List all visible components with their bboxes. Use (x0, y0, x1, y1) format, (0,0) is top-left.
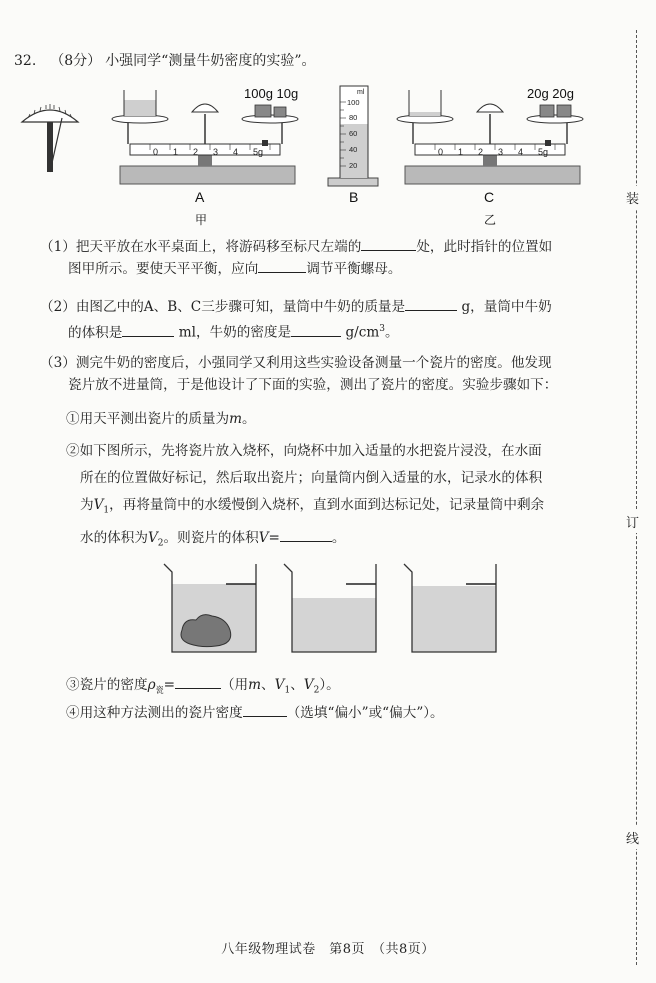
ruler-tick-label: 0 (153, 147, 159, 157)
label-c: C (484, 189, 495, 205)
part-2-text: 的体积是 (68, 324, 123, 341)
ruler-tick-label: 5g (253, 147, 264, 157)
part-2 (40, 296, 612, 344)
variable-m: m (229, 411, 243, 427)
answer-blank[interactable] (291, 322, 341, 337)
rider (262, 140, 268, 146)
part-3-text: 测完牛奶的密度后，小强同学又利用这些实验设备测量一个瓷片的密度。他发现 (75, 355, 552, 371)
step-3-text: 、 (261, 677, 275, 693)
part-2-text: 由图乙中的A、B、C三步骤可知，量筒中牛奶的质量是 (75, 299, 406, 315)
unit-text: g/cm (345, 324, 380, 341)
step-1-text: 。 (242, 411, 256, 427)
variable-rho: ρ (147, 677, 156, 693)
beaker-with-porcelain (164, 564, 256, 652)
balance-c-weights-label: 20g 20g (527, 86, 574, 101)
step-2-text: 为 (80, 497, 94, 513)
subscript: 2 (157, 538, 164, 549)
step-4-text: （选填“偏小”或“偏大”）。 (286, 705, 444, 721)
subscript: 瓷 (155, 685, 164, 695)
step-3-text: 、 (290, 677, 304, 693)
ruler-tick-label: 2 (478, 147, 484, 157)
variable-v: V (258, 529, 269, 546)
cylinder-tick-label: 40 (349, 145, 358, 154)
label-b: B (349, 189, 359, 205)
page-footer: 八年级物理试卷 第8页 （共8页） (221, 942, 435, 957)
pointer-dial-icon (22, 104, 78, 172)
beaker-refilled (404, 564, 496, 652)
part-2-prefix: （2） (40, 299, 76, 315)
ruler-tick-label: 0 (438, 147, 444, 157)
binding-char-ding: 订 (626, 510, 639, 533)
step-3 (66, 674, 638, 702)
binding-dashed-line (636, 30, 637, 965)
part-1-text: 把天平放在水平桌面上，将游码移至标尺左端的 (75, 239, 362, 255)
unit-superscript: 3 (379, 324, 385, 334)
subscript: 2 (313, 685, 320, 696)
step-3-text: ③瓷片的密度 (66, 677, 148, 693)
part-1-text: 图甲所示。要使天平平衡，应向 (68, 261, 259, 277)
step-3-text: = (163, 677, 175, 693)
ruler-tick-label: 5g (538, 147, 549, 157)
rider (545, 140, 551, 146)
step-2-text: 。则瓷片的体积 (163, 529, 259, 546)
binding-char-zhuang: 装 (626, 186, 639, 209)
cylinder-unit: ml (357, 89, 365, 96)
balance-a (112, 86, 298, 184)
step-3-text: （用 (220, 677, 249, 693)
variable-v1: V (274, 677, 285, 693)
beaker-after-removal (284, 564, 376, 652)
balance-c (397, 86, 583, 184)
answer-blank[interactable] (405, 296, 457, 311)
answer-blank[interactable] (175, 674, 221, 689)
part-3-text: 瓷片放不进量筒，于是他设计了下面的实验，测出了瓷片的密度。实验步骤如下： (68, 377, 558, 393)
cylinder-tick-label: 80 (349, 113, 358, 122)
step-3-text: ）。 (319, 677, 340, 693)
graduated-cylinder (328, 86, 378, 186)
question-points: （8分） (50, 53, 102, 69)
part-1-text: 调节平衡螺母。 (306, 261, 402, 277)
step-1-text: ①用天平测出瓷片的质量为 (66, 411, 230, 427)
variable-v2: V (303, 677, 314, 693)
answer-blank[interactable] (243, 702, 287, 717)
ruler-tick-label: 3 (498, 147, 504, 157)
cylinder-tick-label: 60 (349, 129, 358, 138)
variable-m: m (248, 677, 262, 693)
ruler-tick-label: 3 (213, 147, 219, 157)
ruler-tick-label: 1 (173, 147, 179, 157)
question-header (14, 50, 316, 70)
part-2-text: 。 (384, 324, 399, 341)
binding-char-xian: 线 (626, 826, 639, 849)
label-a: A (195, 189, 205, 205)
ruler-tick-label: 4 (518, 147, 524, 157)
answer-blank[interactable] (122, 322, 174, 337)
ruler-tick-label: 4 (233, 147, 239, 157)
part-2-text: ml，牛奶的密度是 (178, 324, 292, 341)
label-jia: 甲 (195, 213, 208, 227)
part-3-prefix: （3） (40, 355, 76, 371)
variable-v2: V (147, 529, 158, 546)
step-2-text: ②如下图所示，先将瓷片放入烧杯，向烧杯中加入适量的水把瓷片浸没，在水面 (66, 443, 542, 459)
cylinder-tick-label: 100 (347, 98, 360, 107)
step-2-text: ，再将量筒中的水缓慢倒入烧杯，直到水面到达标记处，记录量筒中剩余 (109, 497, 545, 513)
step-2-text: 。 (331, 529, 346, 546)
step-4-text: ④用这种方法测出的瓷片密度 (66, 705, 243, 721)
step-2-text: 所在的位置做好标记，然后取出瓷片；向量筒内倒入适量的水，记录水的体积 (80, 470, 543, 486)
step-1 (66, 408, 638, 430)
beaker-figure (150, 558, 510, 660)
step-2-text: = (268, 529, 280, 546)
part-1-text: 处，此时指针的位置如 (416, 239, 553, 255)
variable-v1: V (93, 497, 104, 513)
part-2-text: g，量筒中牛奶 (461, 299, 552, 315)
ruler-tick-label: 2 (193, 147, 199, 157)
question-number: 32. (14, 53, 37, 69)
part-1-prefix: （1） (40, 239, 76, 255)
balance-figure (0, 78, 620, 228)
balance-a-weights-label: 100g 10g (244, 86, 299, 101)
part-1 (40, 236, 612, 280)
step-4 (66, 702, 638, 724)
answer-blank[interactable] (280, 527, 332, 542)
step-2 (66, 438, 638, 557)
answer-blank[interactable] (361, 236, 416, 251)
step-2-text: 水的体积为 (80, 529, 148, 546)
cylinder-tick-label: 20 (349, 161, 358, 170)
part-3 (40, 352, 612, 396)
label-yi: 乙 (484, 213, 497, 227)
subscript: 1 (103, 505, 110, 516)
ruler-tick-label: 1 (458, 147, 464, 157)
question-title: 小强同学“测量牛奶密度的实验”。 (105, 53, 316, 69)
subscript: 1 (284, 685, 291, 696)
answer-blank[interactable] (258, 258, 306, 273)
